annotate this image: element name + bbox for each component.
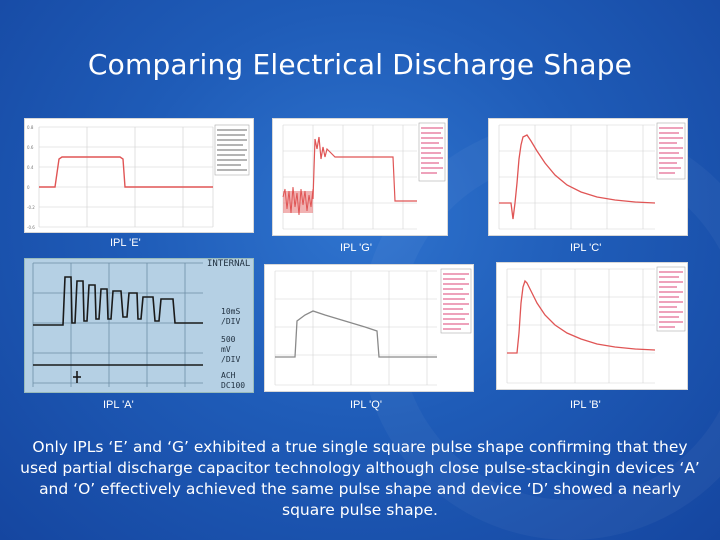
caption-ipl-c: IPL 'C': [570, 242, 602, 254]
svg-text:-0.2: -0.2: [27, 205, 35, 210]
plot-ipl-g: [272, 118, 448, 236]
plot-ipl-a: [24, 258, 254, 393]
trace-g: [313, 137, 417, 201]
svg-text:0.6: 0.6: [27, 145, 34, 150]
trace-e: [39, 157, 213, 187]
scope-label-div1: /DIV: [221, 317, 241, 326]
caption-ipl-q: IPL 'Q': [350, 399, 382, 411]
svg-text:0: 0: [27, 185, 30, 190]
plot-ipl-q: [264, 264, 474, 392]
svg-text:0.8: 0.8: [27, 125, 34, 130]
trace-b: [507, 281, 655, 353]
caption-ipl-b: IPL 'B': [570, 399, 601, 411]
caption-ipl-g: IPL 'G': [340, 242, 372, 254]
plot-ipl-b: [496, 262, 688, 390]
scope-label-ach: ACH: [221, 371, 236, 380]
caption-ipl-a: IPL 'A': [103, 399, 134, 411]
svg-text:0.4: 0.4: [27, 165, 34, 170]
scope-label-volt: 500: [221, 335, 236, 344]
plot-ipl-c: [488, 118, 688, 236]
trace-q: [275, 311, 437, 357]
plot-ipl-e: [24, 118, 254, 233]
svg-text:-0.6: -0.6: [27, 225, 35, 230]
slide-title: Comparing Electrical Discharge Shape: [87, 48, 633, 81]
scope-label-div2: /DIV: [221, 355, 241, 364]
scope-label-internal: INTERNAL: [207, 259, 251, 269]
scope-label-mv: mV: [221, 345, 231, 354]
scope-label-time: 10mS: [221, 307, 241, 316]
slide-body-text: Only IPLs ‘E’ and ‘G’ exhibited a true single square pulse shape confirming that they used partial discharge capacitor technology although close pulse-stackingin devices ‘A’ and ‘O’ effectively achieved the same pulse shape and device ‘D’ showed a nearly square pulse shape.: [20, 438, 700, 519]
scope-label-dc: DC100: [221, 381, 246, 390]
caption-ipl-e: IPL 'E': [110, 237, 141, 249]
